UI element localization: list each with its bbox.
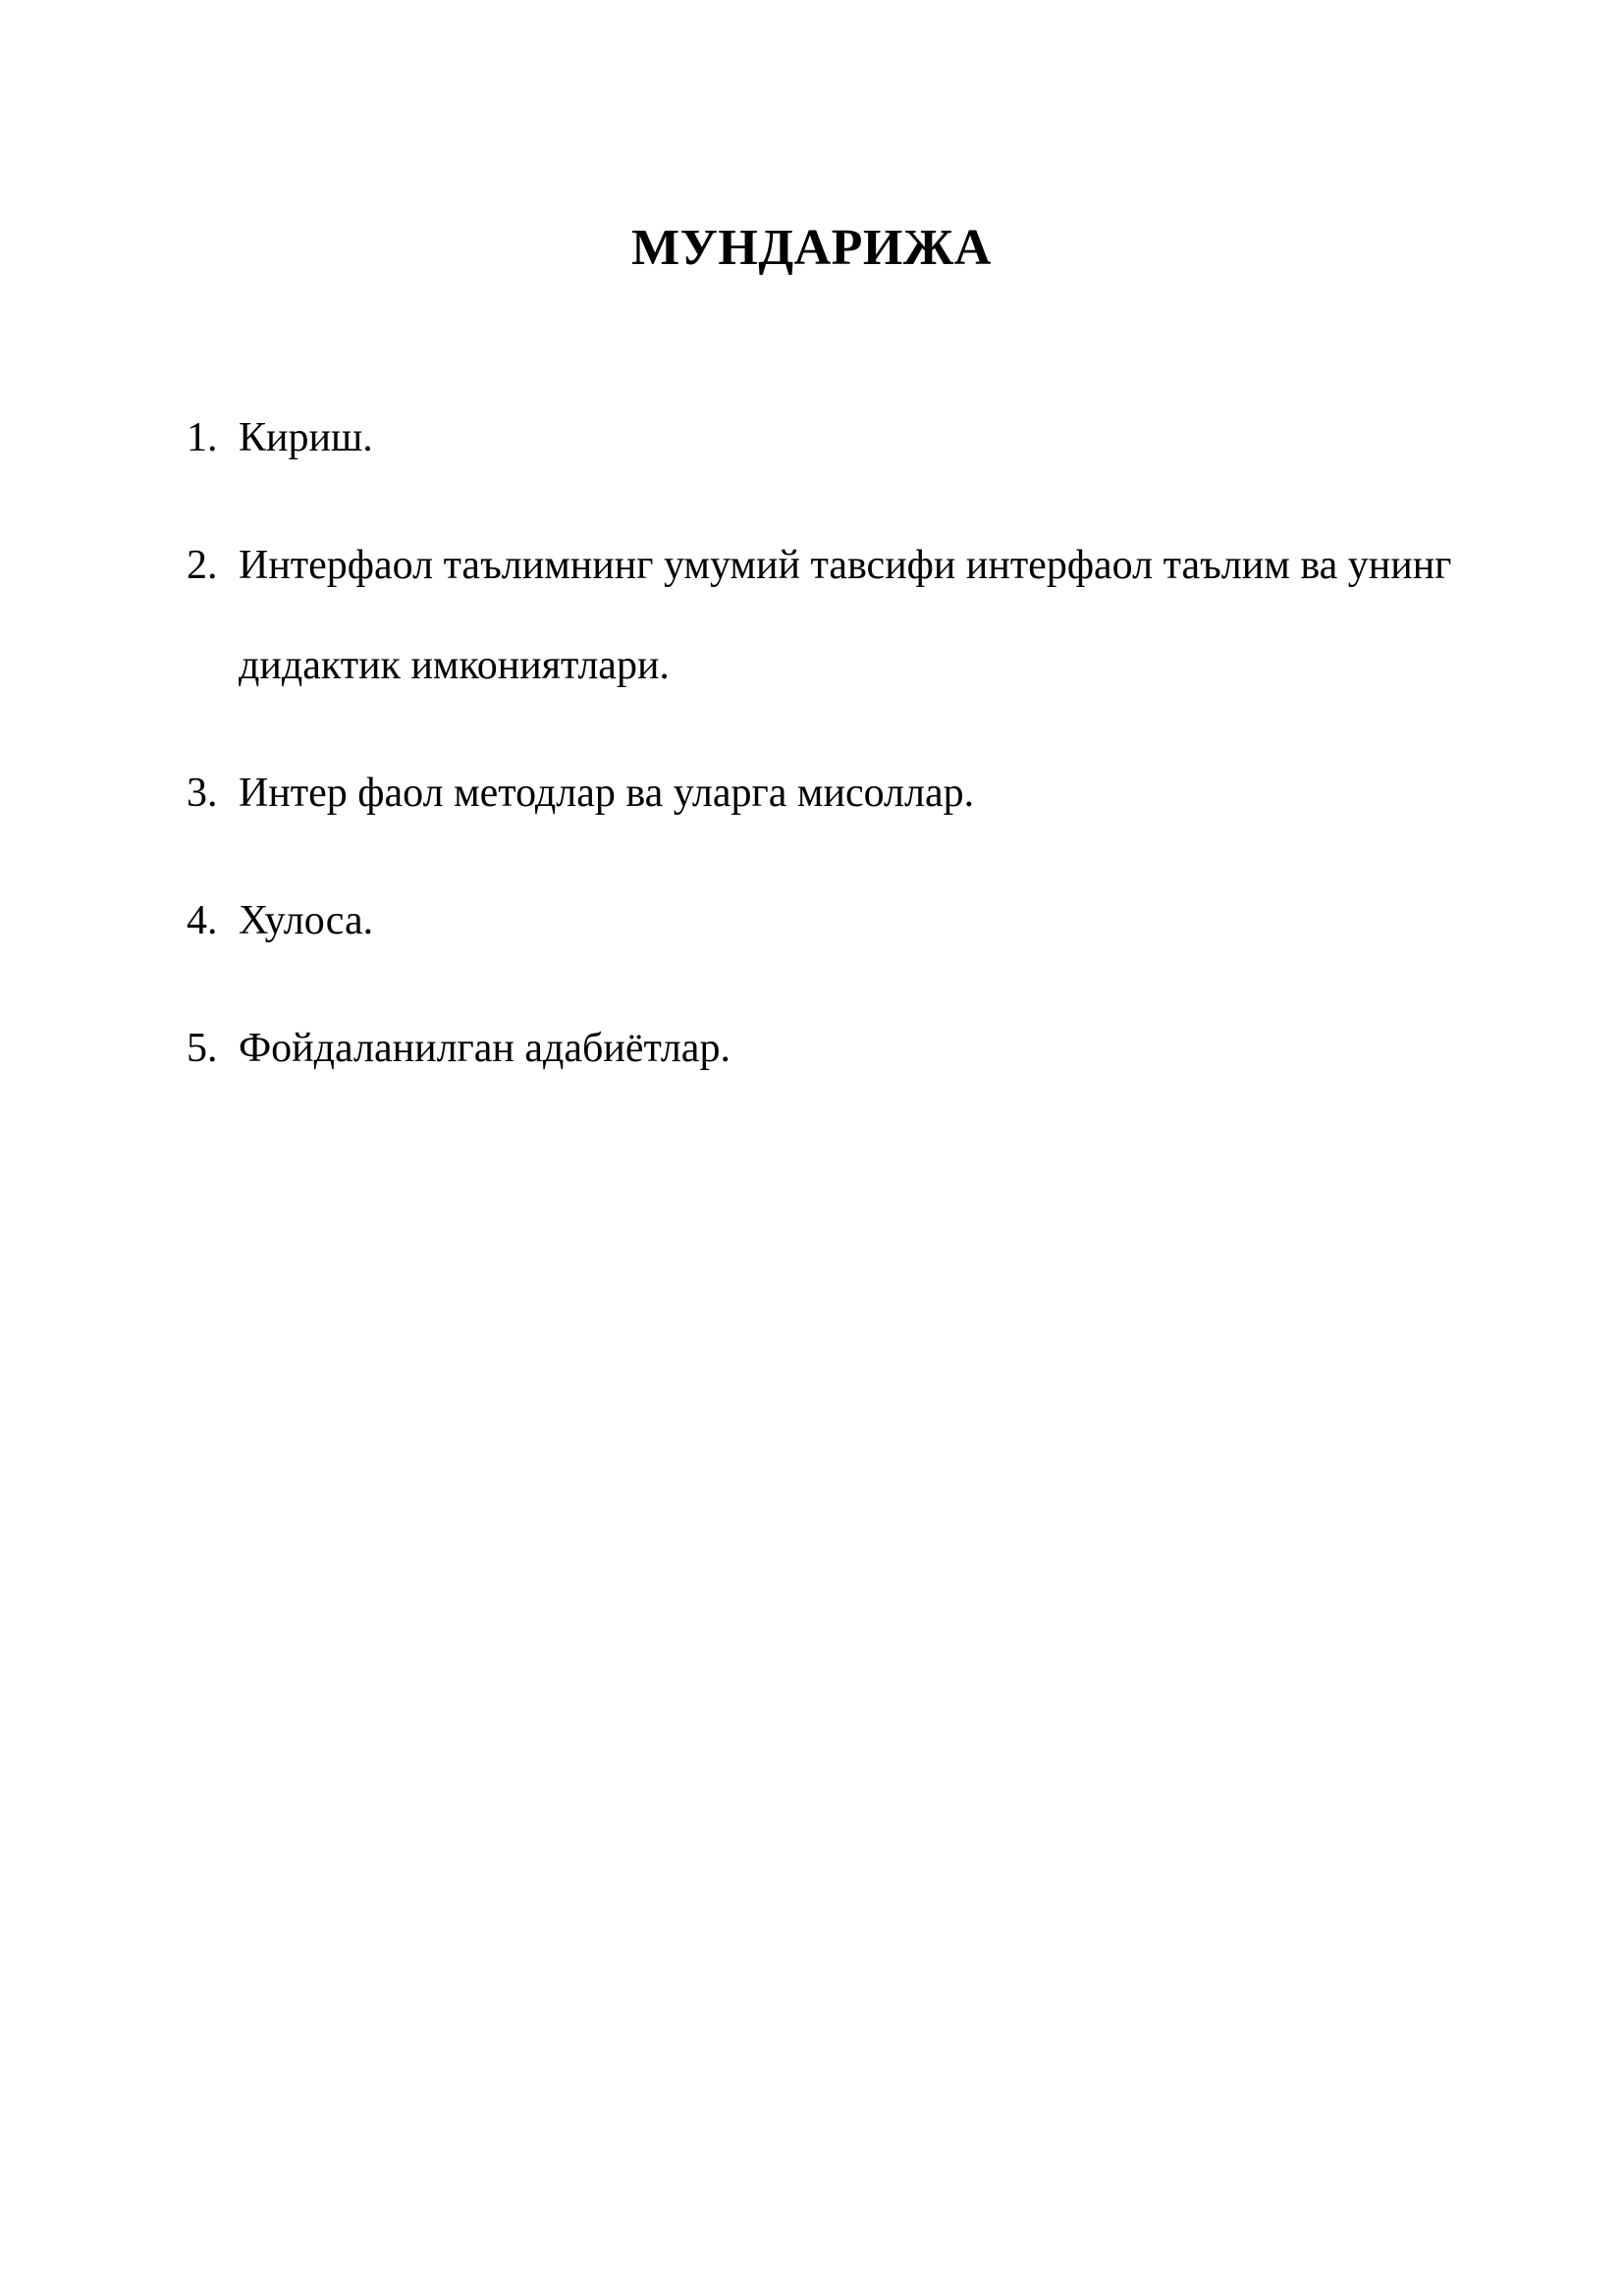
toc-item-number: 3. — [187, 771, 218, 816]
toc-item-5 — [187, 998, 1463, 1098]
toc-item-text: Кириш. — [239, 415, 373, 460]
toc-item-3 — [187, 743, 1463, 843]
toc-item-text: Хулоса. — [239, 898, 374, 943]
toc-item-text: Интерфаол таълимнинг умумий тавсифи интерфаол таълим ва унинг дидактик имкониятлари. — [239, 543, 1452, 688]
toc-item-text: Фойдаланилган адабиётлар. — [239, 1026, 730, 1071]
table-of-contents — [187, 388, 1463, 1126]
toc-item-number: 1. — [187, 415, 218, 460]
page-title: МУНДАРИЖА — [631, 220, 992, 276]
toc-item-2 — [187, 515, 1463, 716]
toc-item-1 — [187, 388, 1463, 488]
toc-item-4 — [187, 871, 1463, 971]
toc-item-number: 2. — [187, 543, 218, 588]
toc-item-number: 5. — [187, 1026, 218, 1071]
toc-item-text: Интер фаол методлар ва уларга мисоллар. — [239, 771, 975, 816]
toc-item-number: 4. — [187, 898, 218, 943]
